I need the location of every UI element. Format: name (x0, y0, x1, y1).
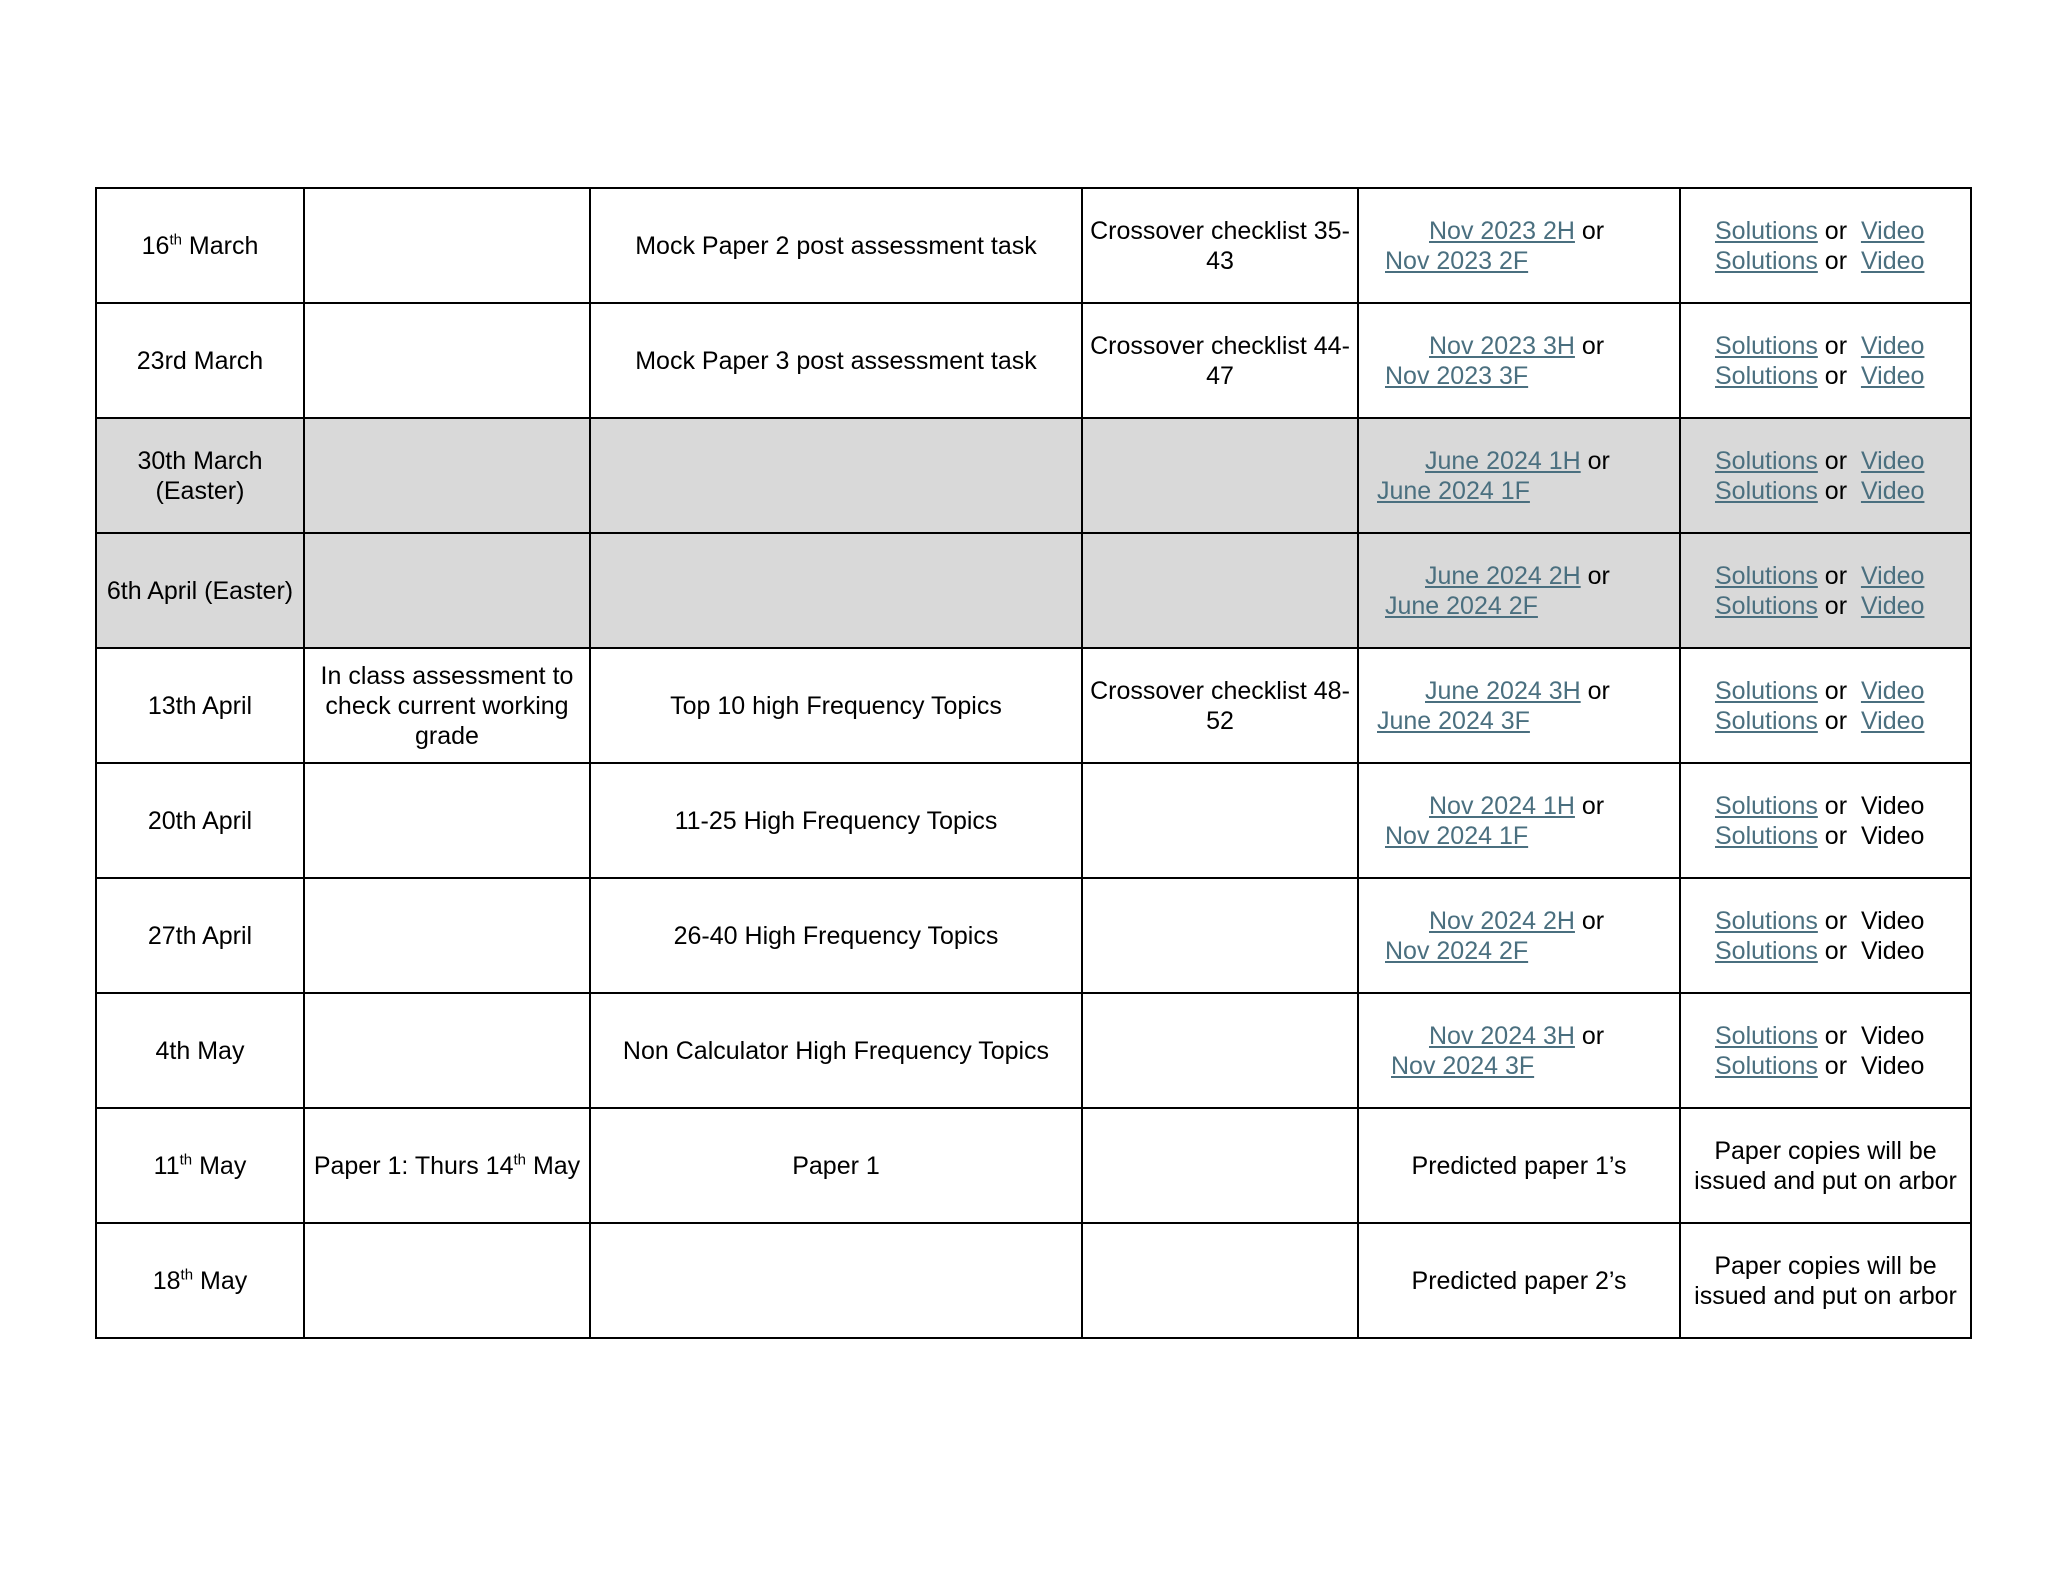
assessment-cell: Paper 1: Thurs 14th May (304, 1108, 590, 1223)
higher-paper-link[interactable]: Nov 2024 3H (1429, 1021, 1575, 1050)
solutions-link[interactable]: Solutions (1715, 331, 1818, 360)
date-cell: 16th March (96, 188, 304, 303)
predicted-paper-cell: Predicted paper 1’s (1358, 1108, 1680, 1223)
assessment-cell (304, 303, 590, 418)
solutions-link[interactable]: Solutions (1715, 936, 1818, 965)
solutions-link[interactable]: Solutions (1715, 676, 1818, 705)
focus-cell: Paper 1 (590, 1108, 1082, 1223)
table-row (96, 878, 1971, 993)
solutions-link[interactable]: Solutions (1715, 1051, 1818, 1080)
date-cell: 20th April (96, 763, 304, 878)
table-row (96, 1108, 1971, 1223)
solutions-link[interactable]: Solutions (1715, 1021, 1818, 1050)
foundation-paper-link[interactable]: June 2024 2F (1385, 591, 1538, 620)
revision-schedule-table (95, 187, 1972, 1339)
assessment-cell (304, 418, 590, 533)
checklist-cell (1082, 993, 1358, 1108)
table-row-holiday (96, 533, 1971, 648)
table-row (96, 303, 1971, 418)
solutions-link[interactable]: Solutions (1715, 216, 1818, 245)
date-cell: 18th May (96, 1223, 304, 1338)
foundation-paper-link[interactable]: June 2024 1F (1377, 476, 1530, 505)
checklist-cell (1082, 418, 1358, 533)
date-cell: 11th May (96, 1108, 304, 1223)
checklist-cell: Crossover checklist 44-47 (1082, 303, 1358, 418)
solutions-link[interactable]: Solutions (1715, 591, 1818, 620)
solutions-link[interactable]: Solutions (1715, 906, 1818, 935)
assessment-cell: In class assessment to check current working grade (304, 648, 590, 763)
foundation-paper-link[interactable]: Nov 2024 2F (1385, 936, 1529, 965)
solutions-link[interactable]: Solutions (1715, 361, 1818, 390)
solutions-link[interactable]: Solutions (1715, 706, 1818, 735)
video-link[interactable]: Video (1860, 246, 1925, 275)
checklist-cell (1082, 1108, 1358, 1223)
date-cell: 27th April (96, 878, 304, 993)
video-label: Video (1860, 1051, 1925, 1080)
higher-paper-link[interactable]: Nov 2023 3H (1429, 331, 1575, 360)
past-paper-cell: Nov 2023 3H or Nov 2023 3F (1358, 303, 1680, 418)
assessment-cell (304, 763, 590, 878)
video-label: Video (1860, 791, 1925, 820)
solutions-link[interactable]: Solutions (1715, 246, 1818, 275)
video-link[interactable]: Video (1860, 706, 1925, 735)
focus-cell (590, 418, 1082, 533)
assessment-cell (304, 533, 590, 648)
checklist-cell (1082, 1223, 1358, 1338)
video-link[interactable]: Video (1860, 446, 1925, 475)
video-link[interactable]: Video (1860, 676, 1925, 705)
solutions-cell: Solutions or Video Solutions or Video (1680, 303, 1971, 418)
checklist-cell (1082, 533, 1358, 648)
video-link[interactable]: Video (1860, 561, 1925, 590)
focus-cell: 26-40 High Frequency Topics (590, 878, 1082, 993)
assessment-cell (304, 188, 590, 303)
date-cell: 6th April (Easter) (96, 533, 304, 648)
video-label: Video (1860, 906, 1925, 935)
solutions-cell: Solutions or Video Solutions or Video (1680, 648, 1971, 763)
solutions-link[interactable]: Solutions (1715, 476, 1818, 505)
focus-cell: Mock Paper 3 post assessment task (590, 303, 1082, 418)
table-row (96, 1223, 1971, 1338)
focus-cell: Mock Paper 2 post assessment task (590, 188, 1082, 303)
higher-paper-link[interactable]: June 2024 1H (1425, 446, 1581, 475)
focus-cell (590, 533, 1082, 648)
past-paper-cell: June 2024 3H or June 2024 3F (1358, 648, 1680, 763)
notes-cell: Paper copies will be issued and put on arbor (1680, 1223, 1971, 1338)
video-link[interactable]: Video (1860, 331, 1925, 360)
focus-cell (590, 1223, 1082, 1338)
solutions-cell: Solutions or Video Solutions or Video (1680, 763, 1971, 878)
foundation-paper-link[interactable]: Nov 2023 3F (1385, 361, 1529, 390)
past-paper-cell: Nov 2024 2H or Nov 2024 2F (1358, 878, 1680, 993)
solutions-cell: Solutions or Video Solutions or Video (1680, 188, 1971, 303)
foundation-paper-link[interactable]: Nov 2024 3F (1391, 1051, 1535, 1080)
table-row (96, 763, 1971, 878)
higher-paper-link[interactable]: Nov 2024 1H (1429, 791, 1575, 820)
video-link[interactable]: Video (1860, 361, 1925, 390)
higher-paper-link[interactable]: June 2024 2H (1425, 561, 1581, 590)
video-link[interactable]: Video (1860, 591, 1925, 620)
date-cell: 23rd March (96, 303, 304, 418)
higher-paper-link[interactable]: June 2024 3H (1425, 676, 1581, 705)
table-row (96, 188, 1971, 303)
checklist-cell: Crossover checklist 48-52 (1082, 648, 1358, 763)
table-row (96, 648, 1971, 763)
past-paper-cell: Nov 2023 2H or Nov 2023 2F (1358, 188, 1680, 303)
table-row (96, 993, 1971, 1108)
video-link[interactable]: Video (1860, 216, 1925, 245)
focus-cell: Top 10 high Frequency Topics (590, 648, 1082, 763)
foundation-paper-link[interactable]: Nov 2023 2F (1385, 246, 1529, 275)
past-paper-cell: June 2024 1H or June 2024 1F (1358, 418, 1680, 533)
date-cell: 4th May (96, 993, 304, 1108)
foundation-paper-link[interactable]: June 2024 3F (1377, 706, 1530, 735)
solutions-cell: Solutions or Video Solutions or Video (1680, 993, 1971, 1108)
date-cell: 13th April (96, 648, 304, 763)
solutions-link[interactable]: Solutions (1715, 561, 1818, 590)
video-label: Video (1860, 821, 1925, 850)
notes-cell: Paper copies will be issued and put on arbor (1680, 1108, 1971, 1223)
video-label: Video (1860, 1021, 1925, 1050)
checklist-cell (1082, 878, 1358, 993)
solutions-link[interactable]: Solutions (1715, 446, 1818, 475)
solutions-link[interactable]: Solutions (1715, 791, 1818, 820)
past-paper-cell: June 2024 2H or June 2024 2F (1358, 533, 1680, 648)
video-link[interactable]: Video (1860, 476, 1925, 505)
solutions-cell: Solutions or Video Solutions or Video (1680, 878, 1971, 993)
assessment-cell (304, 878, 590, 993)
checklist-cell (1082, 763, 1358, 878)
solutions-link[interactable]: Solutions (1715, 821, 1818, 850)
past-paper-cell: Nov 2024 3H or Nov 2024 3F (1358, 993, 1680, 1108)
checklist-cell: Crossover checklist 35-43 (1082, 188, 1358, 303)
past-paper-cell: Nov 2024 1H or Nov 2024 1F (1358, 763, 1680, 878)
video-label: Video (1860, 936, 1925, 965)
higher-paper-link[interactable]: Nov 2023 2H (1429, 216, 1575, 245)
focus-cell: Non Calculator High Frequency Topics (590, 993, 1082, 1108)
predicted-paper-cell: Predicted paper 2’s (1358, 1223, 1680, 1338)
table-row-holiday (96, 418, 1971, 533)
assessment-cell (304, 1223, 590, 1338)
solutions-cell: Solutions or Video Solutions or Video (1680, 533, 1971, 648)
assessment-cell (304, 993, 590, 1108)
foundation-paper-link[interactable]: Nov 2024 1F (1385, 821, 1529, 850)
solutions-cell: Solutions or Video Solutions or Video (1680, 418, 1971, 533)
focus-cell: 11-25 High Frequency Topics (590, 763, 1082, 878)
higher-paper-link[interactable]: Nov 2024 2H (1429, 906, 1575, 935)
date-cell: 30th March (Easter) (96, 418, 304, 533)
